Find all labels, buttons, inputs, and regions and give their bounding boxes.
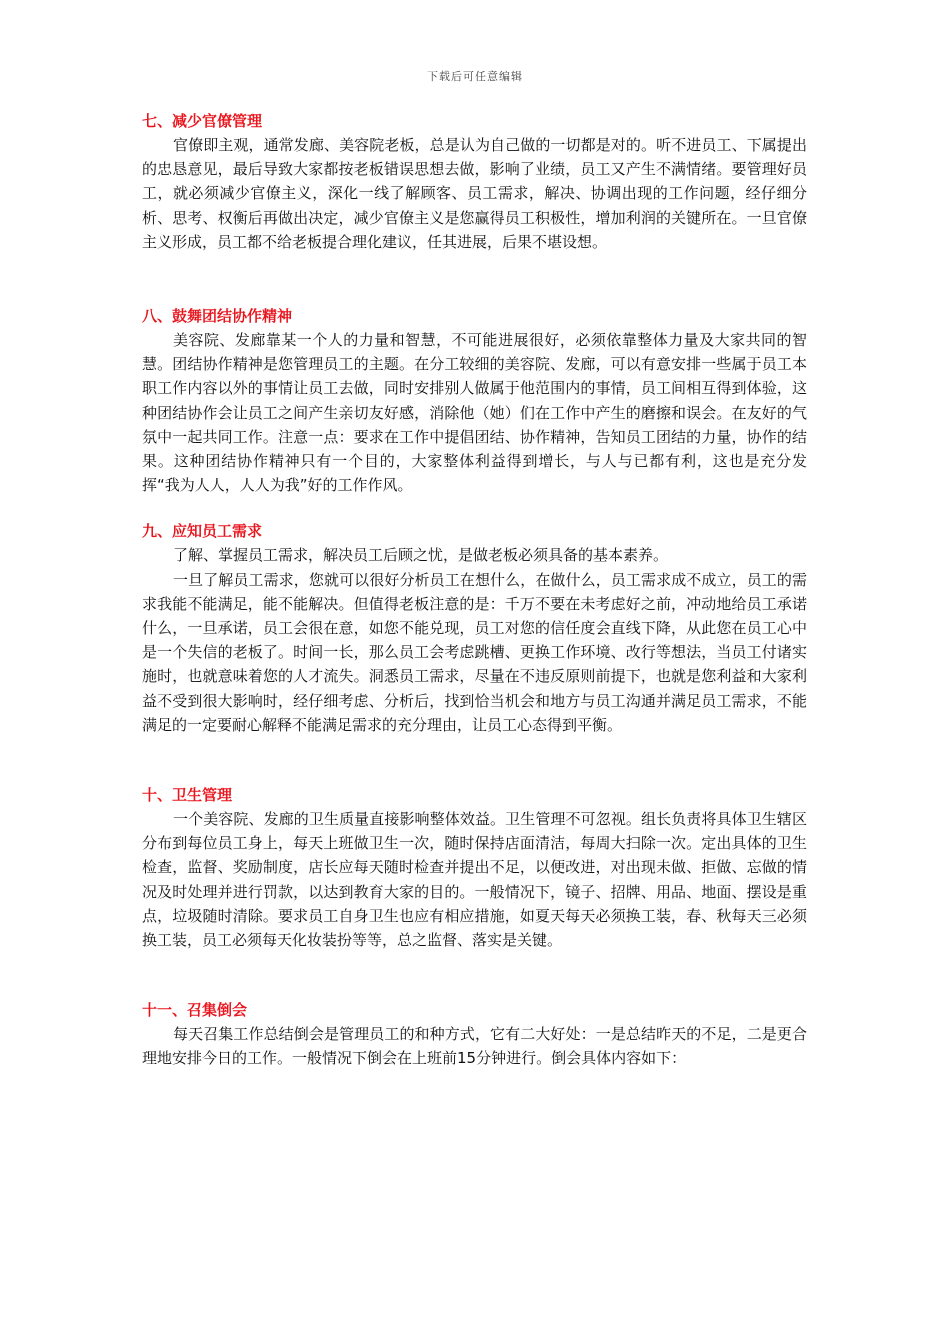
section-paragraph: 了解、掌握员工需求，解决员工后顾之忧，是做老板必须具备的基本素养。: [173, 546, 669, 565]
section-heading: 十、卫生管理: [142, 786, 233, 805]
section-7: [142, 109, 807, 254]
section-paragraph: 美容院、发廊靠某一个人的力量和智慧，不可能进展很好，必须依靠整体力量及大家共同的智慧。团结协作精神是您管理员工的主题。在分工较细的美容院、发廊，可以有意安排一些属于员工本职工作内容以外的事情让员工去做，同时安排别人做属于他范围内的事情，员工间相互得到体验，这种团结协作会让员工之间产生亲切友好感，消除他（她）们在工作中产生的磨擦和误会。在友好的气氛中一起共同工作。注意一点：要求在工作中提倡团结、协作精神，告知员工团结的力量，协作的结果。这种团结协作精神只有一个目的，大家整体利益得到增长，与人与已都有利，这也是充分发挥“我为人人，人人为我”好的工作作风。: [142, 331, 807, 495]
section-9: [142, 519, 807, 737]
section-8: [142, 304, 807, 497]
section-paragraph: 一旦了解员工需求，您就可以很好分析员工在想什么，在做什么，员工需求成不成立，员工的需求我能不能满足，能不能解决。但值得老板注意的是：千万不要在未考虑好之前，冲动地给员工承诺什么，一旦承诺，员工会很在意，如您不能兑现，员工对您的信任度会直线下降，从此您在员工心中是一个失信的老板了。时间一长，那么员工会考虑跳槽、更换工作环境、改行等想法，当员工付诸实施时，也就意味着您的人才流失。洞悉员工需求，尽量在不违反原则前提下，也就是您利益和大家利益不受到很大影响时，经仔细考虑、分析后，找到恰当机会和地方与员工沟通并满足员工需求，不能满足的一定要耐心解释不能满足需求的充分理由，让员工心态得到平衡。: [142, 570, 807, 734]
section-paragraph: 每天召集工作总结倒会是管理员工的和种方式，它有二大好处：一是总结昨天的不足，二是更合理地安排今日的工作。一般情况下倒会在上班前15分钟进行。倒会具体内容如下：: [142, 1025, 807, 1068]
document-body: [142, 109, 807, 1071]
section-heading: 十一、召集倒会: [142, 1001, 248, 1020]
section-paragraph: 官僚即主观，通常发廊、美容院老板，总是认为自己做的一切都是对的。听不进员工、下属提出的忠恳意见，最后导致大家都按老板错误思想去做，影响了业绩，员工又产生不满情绪。要管理好员工，就必须减少官僚主义，深化一线了解顾客、员工需求，解决、协调出现的工作问题，经仔细分析、思考、权衡后再做出决定，减少官僚主义是您赢得员工积极性，增加利润的关键所在。一旦官僚主义形成，员工都不给老板提合理化建议，任其进展，后果不堪设想。: [142, 136, 807, 251]
section-paragraph: 一个美容院、发廊的卫生质量直接影响整体效益。卫生管理不可忽视。组长负责将具体卫生辖区分布到每位员工身上，每天上班做卫生一次，随时保持店面清洁，每周大扫除一次。定出具体的卫生检查，监督、奖励制度，店长应每天随时检查并提出不足，以便改进，对出现未做、拒做、忘做的情况及时处理并进行罚款，以达到教育大家的目的。一般情况下，镜子、招牌、用品、地面、摆设是重点，垃圾随时清除。要求员工自身卫生也应有相应措施，如夏天每天必须换工装，春、秋每天三必须换工装，员工必须每天化妆装扮等等，总之监督、落实是关键。: [142, 810, 807, 950]
section-spacer: [142, 952, 807, 998]
page-header: 下载后可任意编辑: [427, 70, 523, 83]
section-heading: 七、减少官僚管理: [142, 112, 263, 130]
section-10: [142, 783, 807, 952]
section-spacer: [142, 497, 807, 519]
section-heading: 九、应知员工需求: [142, 522, 263, 541]
section-spacer: [142, 254, 807, 304]
section-spacer: [142, 737, 807, 783]
section-11: [142, 998, 807, 1070]
section-heading: 八、鼓舞团结协作精神: [142, 307, 293, 326]
